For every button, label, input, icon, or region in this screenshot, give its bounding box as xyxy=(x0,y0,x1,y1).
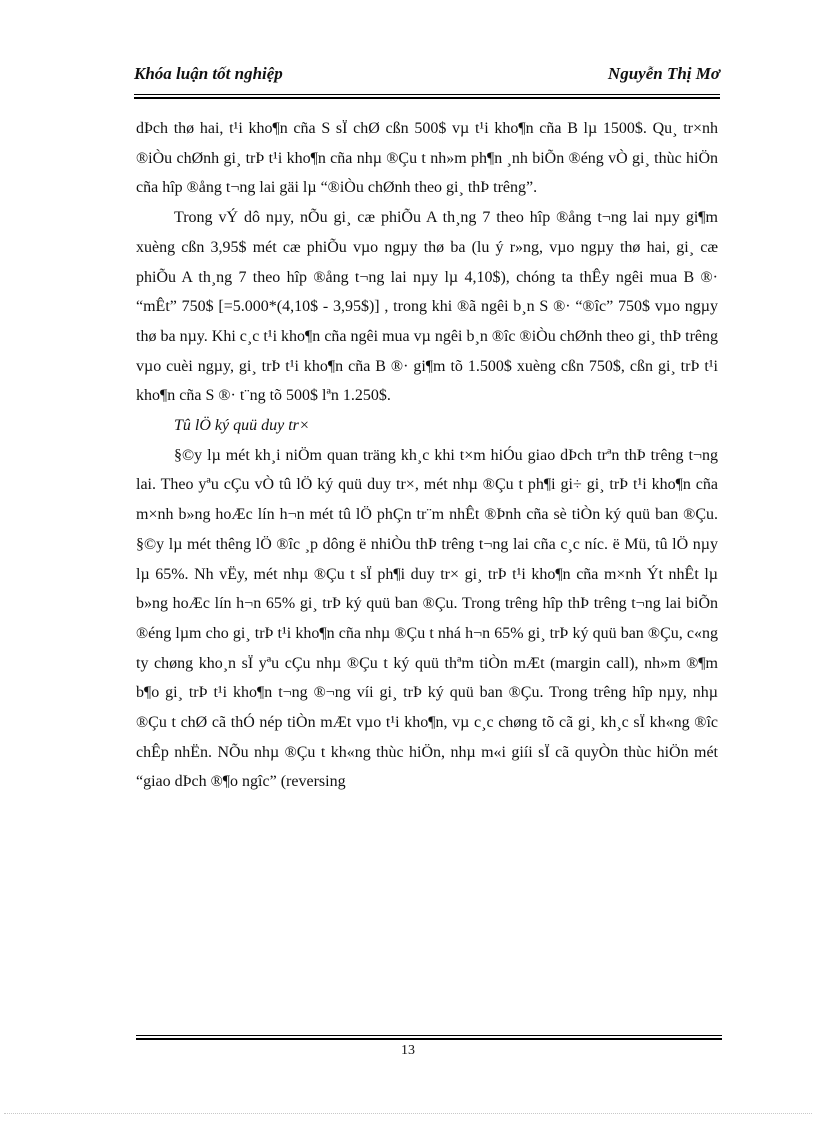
header-rule-thick xyxy=(134,97,720,99)
footer-rule-thick xyxy=(136,1038,722,1040)
running-header xyxy=(134,64,720,90)
page-number: 13 xyxy=(401,1043,415,1058)
footer-rule-thin xyxy=(136,1035,722,1036)
header-thesis-title: Khóa luận tốt nghiệp xyxy=(134,64,283,83)
header-author-name: Nguyễn Thị Mơ xyxy=(607,64,720,83)
section-heading: Tû lÖ ký quü duy tr× xyxy=(174,417,310,435)
document-body xyxy=(136,114,718,797)
paragraph-margin-definition: §©y lµ mét kh¸i niÖm quan träng kh¸c khi t×m hiÓu giao dÞch trªn thÞ trêng t¬ng lai. Theo yªu cÇu vÒ tû lÖ ký quü duy tr×, mét nhµ ®Çu t ph¶i gi÷ gi¸ trÞ t¹i kho¶n cña m×nh b»ng hoÆc lín h¬n mét tû lÖ phÇn tr¨m nhÊt ®Þnh cña sè tiÒn ký quü ban ®Çu. §©y lµ mét thêng lÖ ®îc ¸p dông ë nhiÒu thÞ trêng t¬ng lai cña c¸c níc. ë Mü, tû lÖ nµy lµ 65%. Nh vËy, mét nhµ ®Çu t sÏ ph¶i duy tr× gi¸ trÞ t¹i kho¶n cña m×nh Ýt nhÊt lµ b»ng hoÆc lín h¬n 65% gi¸ trÞ ký quü ban ®Çu. Trong trêng hîp thÞ trêng t¬ng lai biÕn ®éng lµm cho gi¸ trÞ t¹i kho¶n cña nhµ ®Çu t nhá h¬n 65% gi¸ trÞ ký quü ban ®Çu, c«ng ty chøng kho¸n sÏ yªu cÇu nhµ ®Çu t ký quü thªm tiÒn mÆt (margin call), nh»m ®¶m b¶o gi¸ trÞ t¹i kho¶n t¬ng ®¬ng víi gi¸ trÞ ký quü ban ®Çu. Trong trêng hîp nµy, nhµ ®Çu t chØ cã thÓ nép tiÒn mÆt vµo t¹i kho¶n, vµ c¸c chøng tõ cã gi¸ kh¸c sÏ kh«ng ®îc chÊp nhËn. NÕu nhµ ®Çu t kh«ng thùc hiÖn, nhµ m«i giíi sÏ cã quyÒn thùc hiÖn mét “giao dÞch ®¶o ngîc” (reversing xyxy=(136,446,718,791)
paragraph-continued: dÞch thø hai, t¹i kho¶n cña S sÏ chØ cßn 500$ vµ t¹i kho¶n cña B lµ 1500$. Qu¸ tr×nh ®iÒu chØnh gi¸ trÞ t¹i kho¶n cña nhµ ®Çu t nh»m ph¶n ¸nh biÕn ®éng vÒ gi¸ thùc hiÖn cña hîp ®ång t¬ng lai gäi lµ “®iÒu chØnh theo gi¸ thÞ trêng”. xyxy=(136,120,718,197)
paragraph-example: Trong vÝ dô nµy, nÕu gi¸ cæ phiÕu A th¸ng 7 theo hîp ®ång t¬ng lai nµy gi¶m xuèng cßn 3,95$ mét cæ phiÕu vµo ngµy thø ba (lu ý r»ng, vµo ngµy thø hai, gi¸ cæ phiÕu A th¸ng 7 theo hîp ®ång t¬ng lai nµy lµ 4,10$), chóng ta thÊy ngêi mua B ®· “mÊt” 750$ [=5.000*(4,10$ - 3,95$)] , trong khi ®ã ngêi b¸n S ®· “®îc” 750$ vµo ngµy thø ba nµy. Khi c¸c t¹i kho¶n cña ngêi mua vµ ngêi b¸n ®îc ®iÒu chØnh theo gi¸ thÞ trêng vµo cuèi ngµy, gi¸ trÞ t¹i kho¶n cña B ®· gi¶m tõ 1.500$ xuèng cßn 750$, cßn gi¸ trÞ t¹i kho¶n cña S ®· t¨ng tõ 500$ lªn 1.250$. xyxy=(136,209,718,405)
page-edge-dotted xyxy=(4,1113,812,1114)
header-rule-thin xyxy=(134,94,720,95)
